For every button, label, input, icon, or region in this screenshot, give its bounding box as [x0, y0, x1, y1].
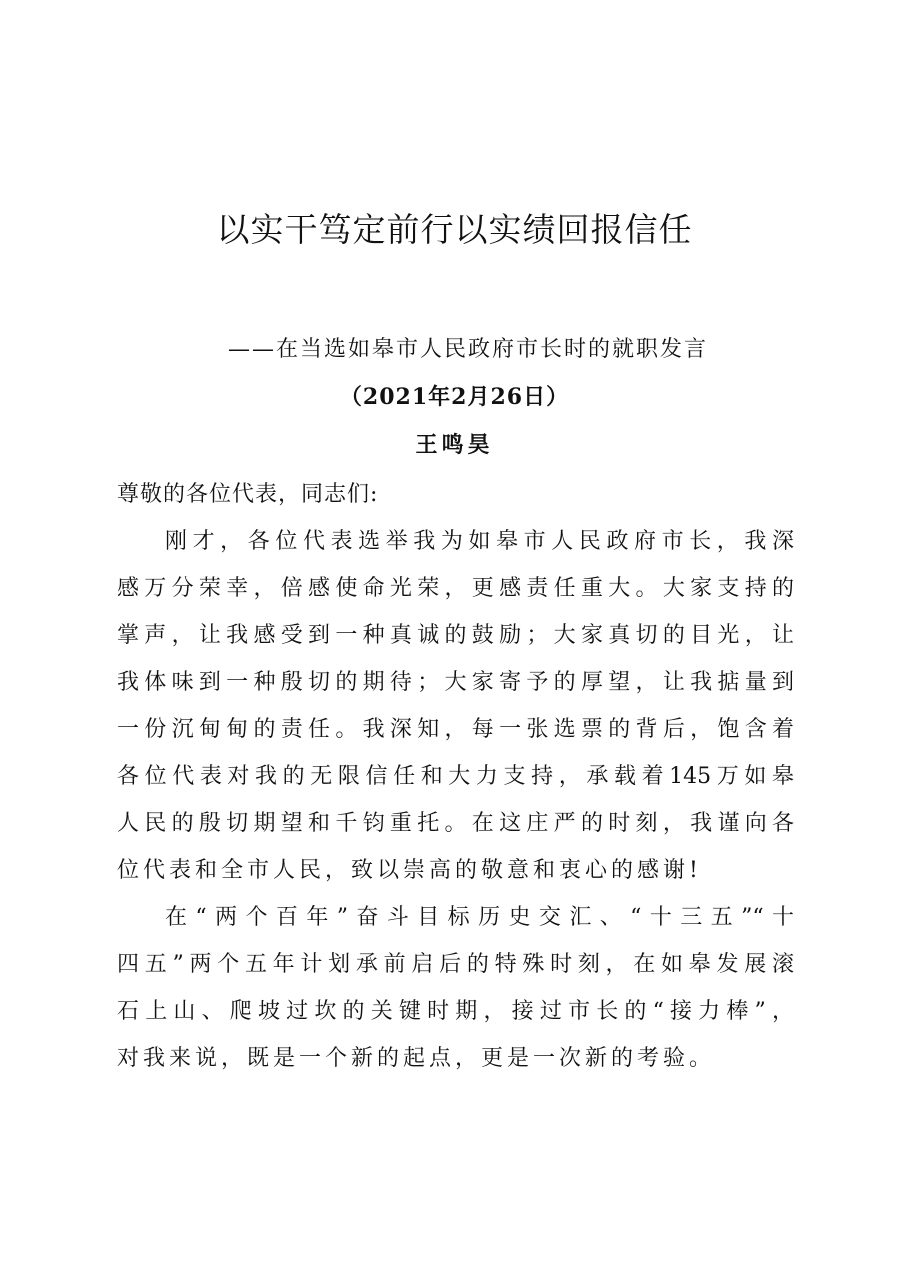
text-line: 位代表和全市人民，致以崇高的敬意和衷心的感谢!: [117, 858, 702, 883]
text-line: 感万分荣幸，倍感使命光荣，更感责任重大。大家支持的: [117, 576, 794, 601]
author-name: 王鸣昊: [415, 432, 494, 458]
text-line: 掌声，让我感受到一种真诚的鼓励；大家真切的目光，让: [117, 623, 794, 648]
text-line: 我体味到一种殷切的期待；大家寄予的厚望，让我掂量到: [117, 670, 794, 695]
text-line: 在“两个百年”奋斗目标历史交汇、“十三五”“十: [165, 905, 794, 930]
text-line: 人民的殷切期望和千钧重托。在这庄严的时刻，我谨向各: [117, 811, 794, 836]
speech-date: （2021年2月26日）: [339, 384, 570, 410]
document-subtitle: ——在当选如皋市人民政府市长时的就职发言: [228, 337, 709, 362]
document-title: 以实干笃定前行以实绩回报信任: [216, 210, 693, 249]
salutation: 尊敬的各位代表，同志们:: [117, 482, 379, 507]
text-line: 石上山、爬坡过坎的关键时期，接过市长的“接力棒”，: [117, 999, 794, 1024]
text-line: 各位代表对我的无限信任和大力支持，承载着145万如皋: [117, 764, 794, 789]
text-line: 一份沉甸甸的责任。我深知，每一张选票的背后，饱含着: [117, 717, 794, 742]
document-body: [117, 478, 794, 1076]
text-line: 四五”两个五年计划承前启后的特殊时刻，在如皋发展滚: [117, 952, 794, 977]
text-line: 刚才，各位代表选举我为如皋市人民政府市长，我深: [165, 529, 794, 554]
paragraph-2: [117, 888, 794, 1076]
text-line: 对我来说，既是一个新的起点，更是一次新的考验。: [117, 1046, 716, 1071]
paragraph-1: [117, 512, 794, 888]
